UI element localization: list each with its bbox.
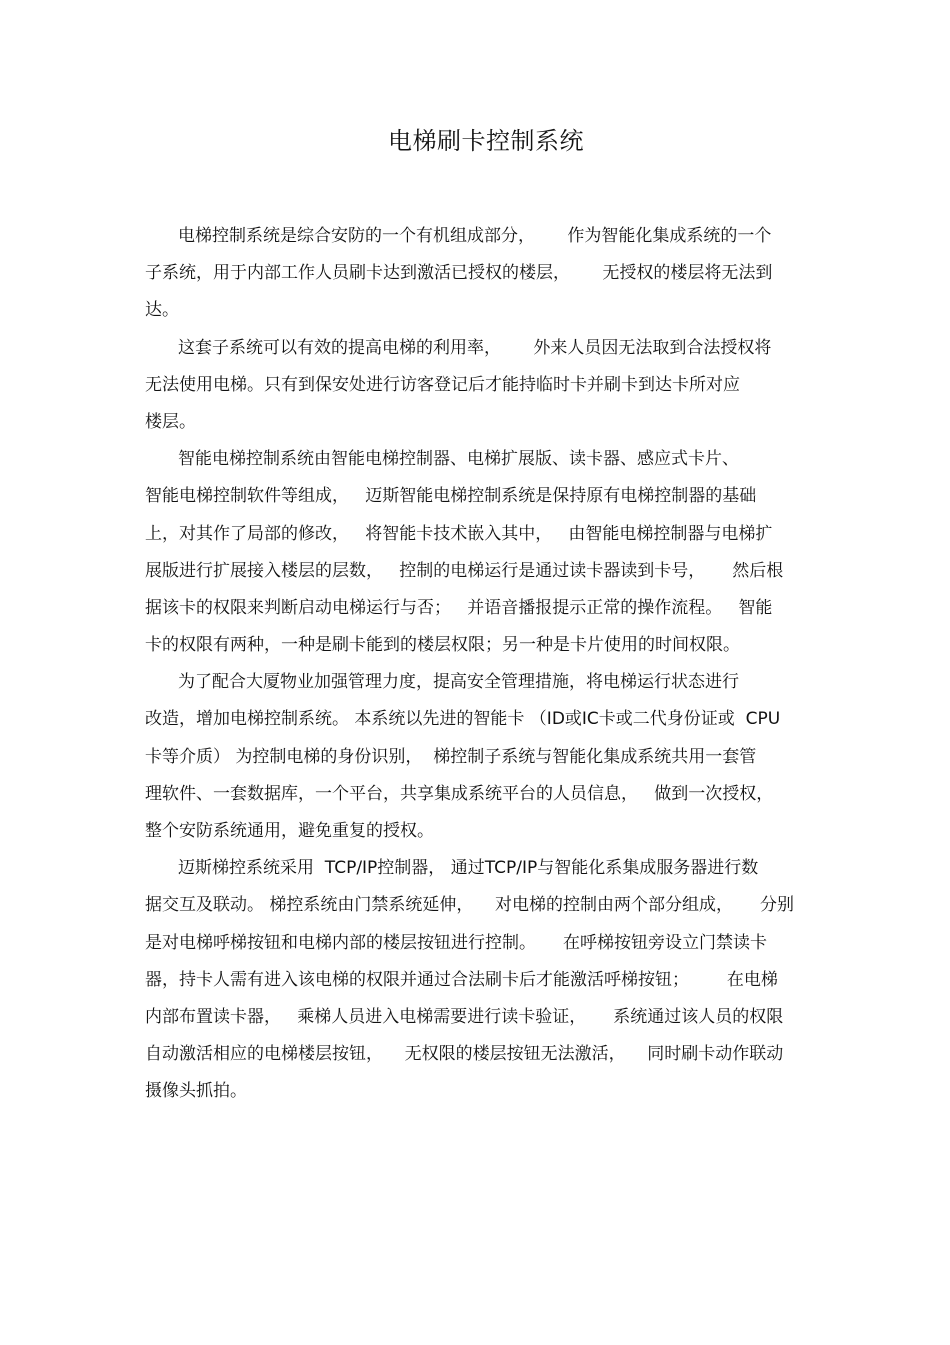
body-text-line: 卡等介质） 为控制电梯的身份识别， 梯控制子系统与智能化集成系统共用一套管	[145, 746, 757, 767]
body-text-line: 据该卡的权限来判断启动电梯运行与否； 并语音播报提示正常的操作流程。 智能	[145, 597, 773, 618]
body-text-line: 楼层。	[145, 411, 196, 432]
body-text-line: 达。	[145, 300, 179, 321]
document-title: 电梯刷卡控制系统	[388, 127, 584, 155]
body-text-line: 理软件、一套数据库，一个平台，共享集成系统平台的人员信息， 做到一次授权，	[145, 783, 774, 804]
body-text-line: 电梯控制系统是综合安防的一个有机组成部分， 作为智能化集成系统的一个	[178, 226, 772, 246]
body-text-line: 子系统，用于内部工作人员刷卡达到激活已授权的楼层， 无授权的楼层将无法到	[145, 263, 773, 284]
body-text-line: 上，对其作了局部的修改， 将智能卡技术嵌入其中， 由智能电梯控制器与电梯扩	[145, 523, 773, 544]
body-text-line: 自动激活相应的电梯楼层按钮， 无权限的楼层按钮无法激活， 同时刷卡动作联动	[145, 1044, 784, 1065]
body-text-line: 整个安防系统通用，避免重复的授权。	[145, 821, 434, 841]
body-text-line: 内部布置读卡器， 乘梯人员进入电梯需要进行读卡验证， 系统通过该人员的权限	[145, 1006, 784, 1027]
body-text-line: 为了配合大厦物业加强管理力度，提高安全管理措施，将电梯运行状态进行	[178, 672, 739, 693]
body-text-line: 展版进行扩展接入楼层的层数， 控制的电梯运行是通过读卡器读到卡号， 然后根	[145, 560, 784, 581]
body-text-line: 智能电梯控制系统由智能电梯控制器、电梯扩展版、读卡器、感应式卡片、	[178, 449, 739, 470]
body-text-line: 无法使用电梯。只有到保安处进行访客登记后才能持临时卡并刷卡到达卡所对应	[145, 374, 740, 395]
body-text-line: 摄像头抓拍。	[145, 1081, 247, 1102]
body-text-line: 是对电梯呼梯按钮和电梯内部的楼层按钮进行控制。 在呼梯按钮旁设立门禁读卡	[145, 932, 768, 953]
body-text-line: 改造，增加电梯控制系统。 本系统以先进的智能卡 （ID或IC卡或二代身份证或 CPU	[145, 709, 781, 730]
document-body	[145, 218, 817, 1111]
body-text-line: 卡的权限有两种，一种是刷卡能到的楼层权限；另一种是卡片使用的时间权限。	[145, 635, 740, 656]
body-text-line: 这套子系统可以有效的提高电梯的利用率， 外来人员因无法取到合法授权将	[178, 337, 772, 358]
body-text-line: 智能电梯控制软件等组成， 迈斯智能电梯控制系统是保持原有电梯控制器的基础	[145, 486, 757, 507]
body-text-line: 迈斯梯控系统采用 TCP/IP控制器， 通过TCP/IP与智能化系集成服务器进行数	[178, 858, 759, 879]
body-text-line: 器，持卡人需有进入该电梯的权限并通过合法刷卡后才能激活呼梯按钮； 在电梯	[145, 969, 778, 990]
body-text-line: 据交互及联动。 梯控系统由门禁系统延伸， 对电梯的控制由两个部分组成， 分别	[145, 895, 795, 916]
